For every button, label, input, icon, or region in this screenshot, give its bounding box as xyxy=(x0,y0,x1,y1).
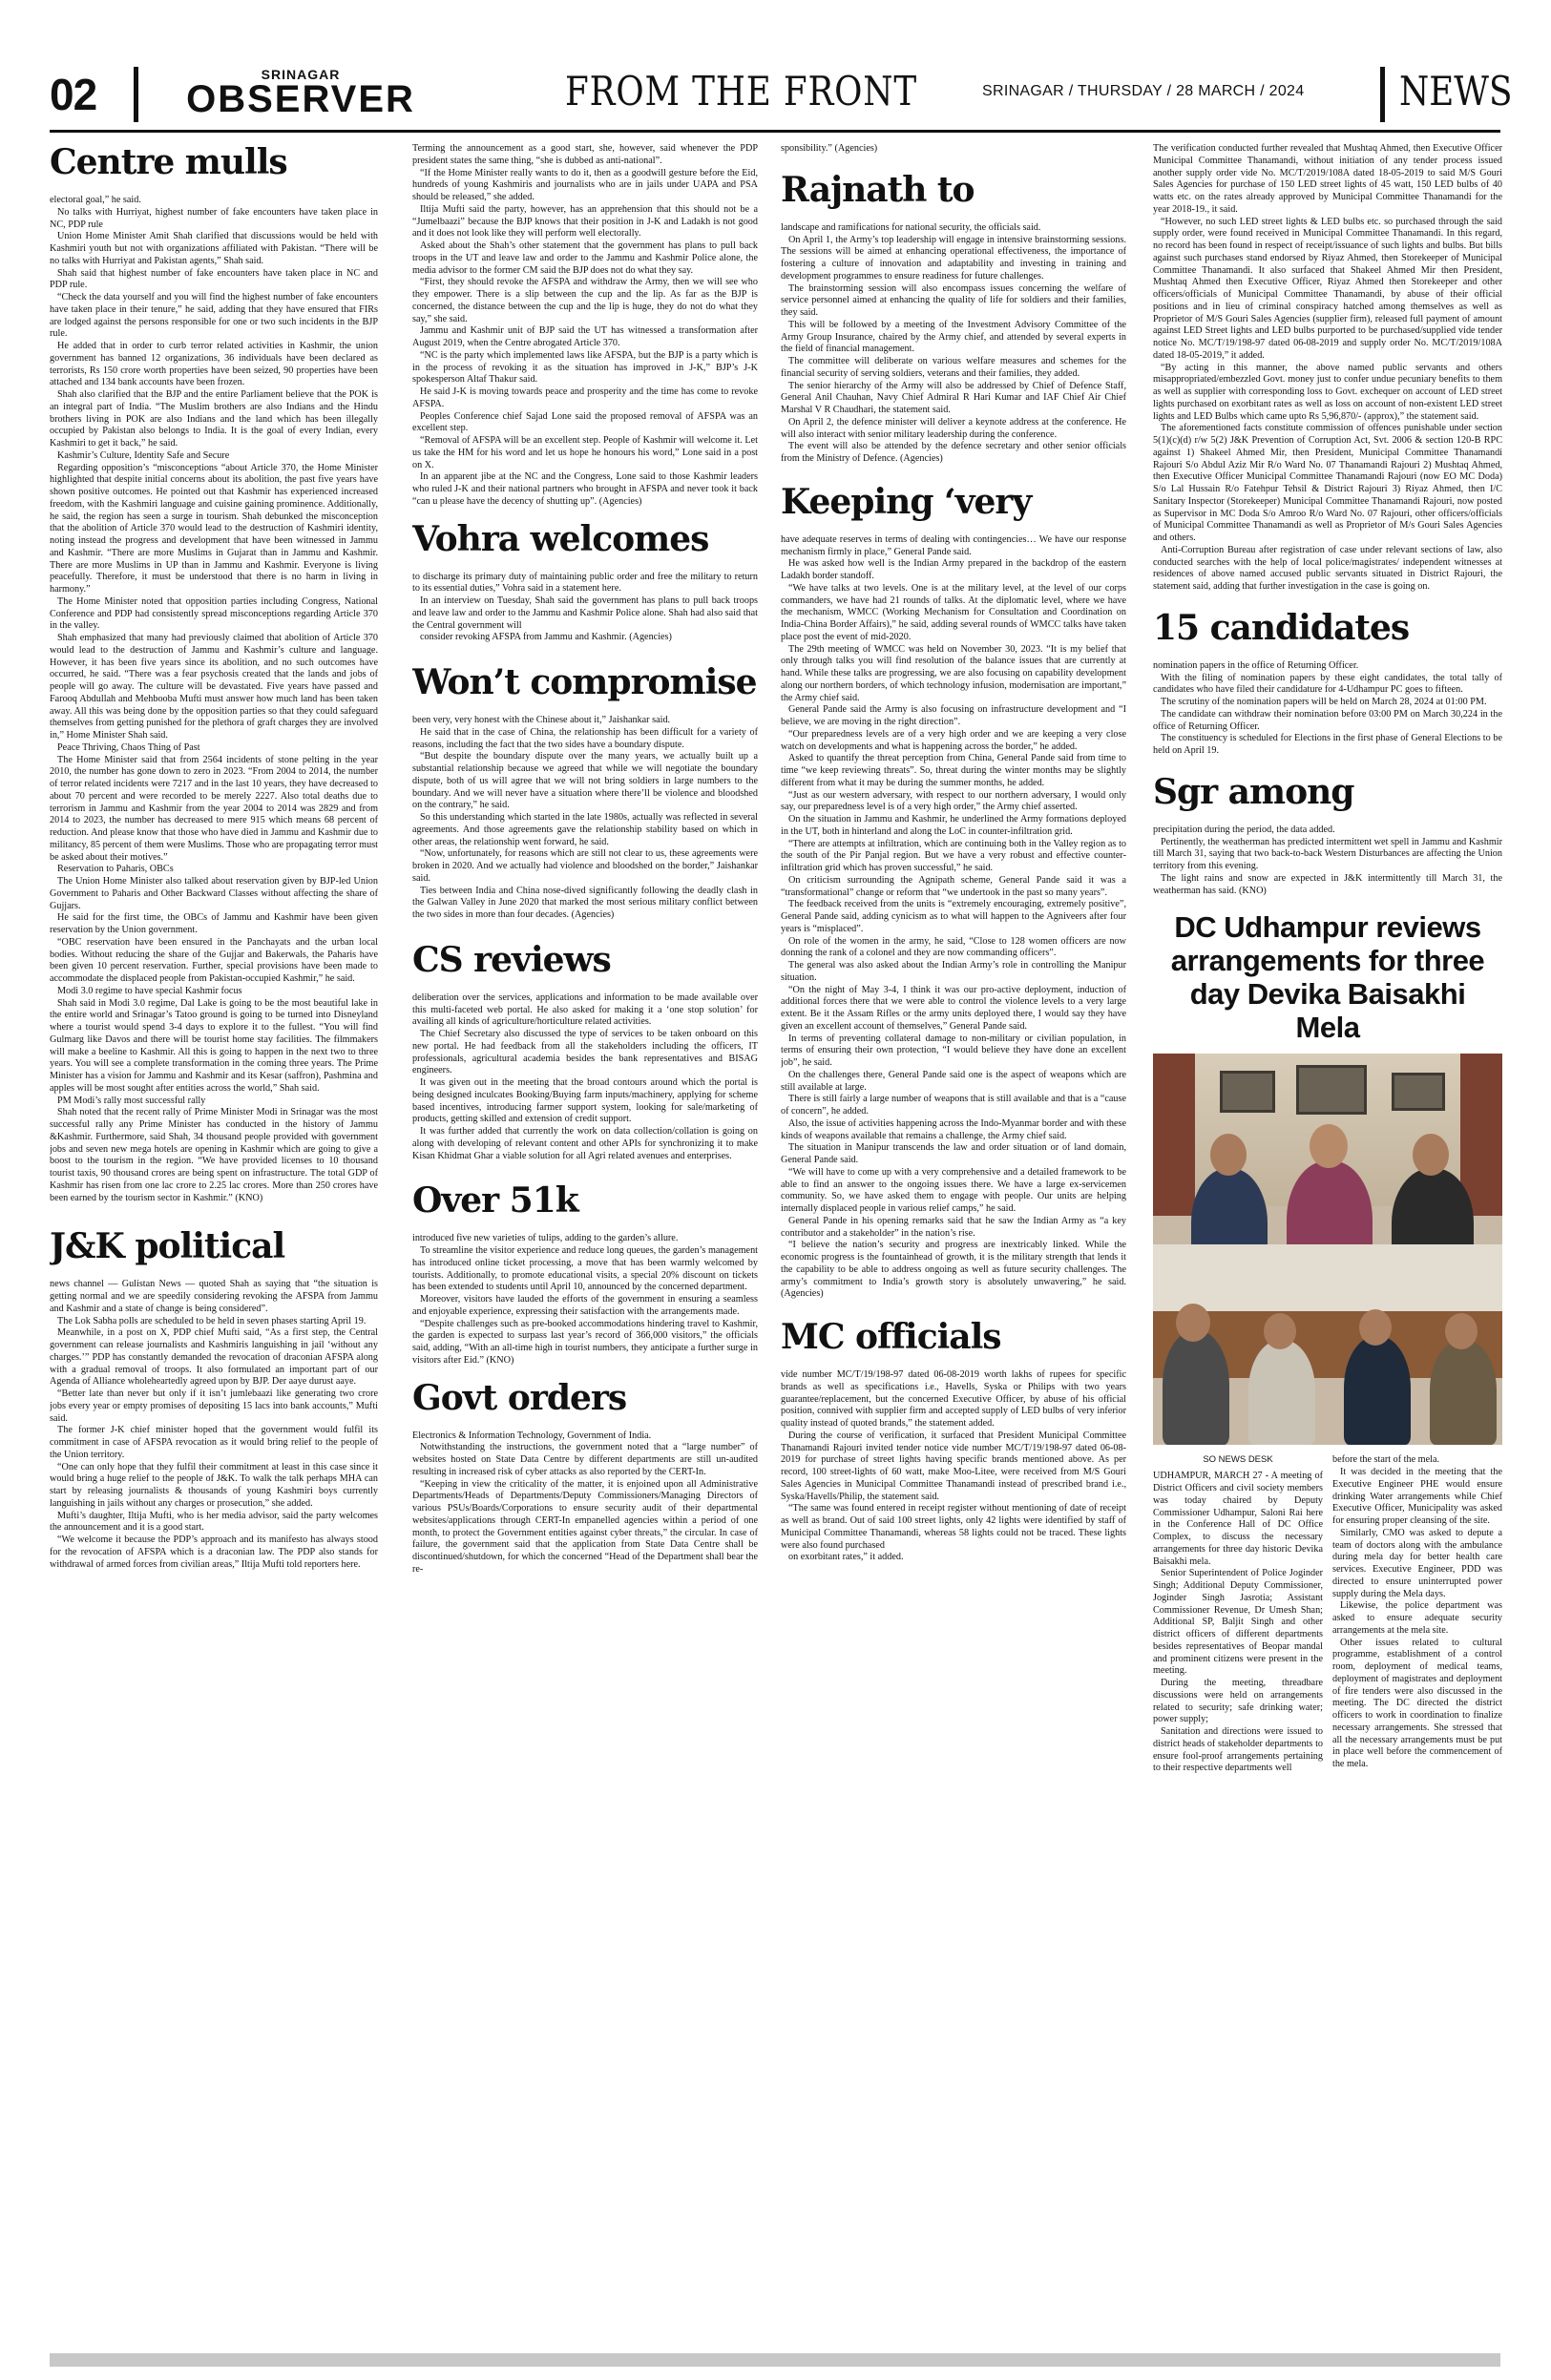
paragraph: General Pande said the Army is also focusing on infrastructure development and “I believe, we are moving in the right direction”. xyxy=(781,704,1126,727)
paragraph: Iltija Mufti said the party, however, has an apprehension that this should not be a “Jumelbaazi” because the BJP knows that their position in J-K and Ladakh is not good and it does not look like they will perform well electorally. xyxy=(412,203,758,240)
paragraph: Anti-Corruption Bureau after registration of case under relevant sections of law, also conducted searches with the help of local police/magistrates/ independent witnesses at residences of above named accused public servants situated in District Rajouri, the statement said, adding that further investigation in the case is going on. xyxy=(1153,544,1502,592)
article-centre-mulls-cont xyxy=(412,143,758,509)
masthead-rule xyxy=(50,130,1500,133)
paragraph: Moreover, visitors have lauded the efforts of the government in ensuring a seamless and enjoyable experience, expressing their satisfaction with the arrangements made. xyxy=(412,1294,758,1317)
paragraph: The verification conducted further revealed that Mushtaq Ahmed, then Executive Officer Municipal Committee Thanamandi, without initiation of any tender process issued another supply order vide No. MC/T/2019/108A dated 18-05-2019 to said M/S Gouri Sales Agencies for purchase of 150 LED street lights of 45 watt, 150 LED bulbs of 40 watts etc. on the rates already approved by Municipal Committee Thanamandi for the year 2018-19., it said. xyxy=(1153,143,1502,215)
paragraph: He said that in the case of China, the relationship has been difficult for a variety of reasons, including the fact that the two sides have a boundary dispute. xyxy=(412,726,758,750)
article-15-candidates xyxy=(1153,660,1502,758)
paragraph: Modi 3.0 regime to have special Kashmir focus xyxy=(57,985,242,996)
paragraph: “Check the data yourself and you will find the highest number of fake encounters have taken place in their tenure,” he said, adding that they have ensured that FIRs are lodged against the persons responsible for one or two such incidents in the BJP rule. xyxy=(50,292,378,340)
article-rajnath-to xyxy=(781,222,1126,466)
paragraph: The Lok Sabha polls are scheduled to be held in seven phases starting April 19. xyxy=(57,1315,367,1326)
paragraph: “However, no such LED street lights & LED bulbs etc. so purchased through the said supply order, were found received in Municipal Committee Thanamandi. In this regard, no record has been found in respect of receipt/issuance of such lights and bulbs. But bills against such purchases stand endorsed by Riyaz Ahmed, then Storekeeper of Municipal Committee Thanamandi. It also surfaced that Shakeel Ahmed Mir then President, Mushtaq Ahmed then Executive Officer, Riyaz Ahmed then Storekeeper and other officers/officials of Municipal Committee Thanamandi, by abuse of their official positions and in lieu of criminal conspiracy hatched among themselves as well as Proprietor of M/S Gouri Sales Agencies (supplier firm), released full payment of amount against LED Street lights and LED bulbs purported to be purchased/supplied vide tender notice No. MC/T/19/198-97 dated 06-08-2019 and supply order No. MC/T/2019/108A dated 18-05-2019,” it added. xyxy=(1153,216,1502,361)
paragraph: Terming the announcement as a good start, she, however, said whenever the PDP president states the same thing, “she is dubbed as anti-national”. xyxy=(412,143,758,166)
article-mc-officials xyxy=(781,1369,1126,1564)
headline-vohra-welcomes: Vohra welcomes xyxy=(412,518,709,559)
feature-devika-mela xyxy=(1153,910,1502,1775)
headline-govt-orders: Govt orders xyxy=(412,1377,627,1418)
paragraph: Asked about the Shah’s other statement that the government has plans to pull back troops in the UT and leave law and order to the Jammu and Kashmir Police alone, the media advisor to the former CM said the BJP does not do what they say. xyxy=(412,240,758,276)
meeting-photo xyxy=(1153,1054,1502,1445)
paragraph: The brainstorming session will also encompass issues concerning the welfare of service personnel aimed at enhancing the quality of life for soldiers and their families, they said. xyxy=(781,282,1126,318)
paragraph: It was further added that currently the work on data collection/collation is going on along with developing of relevant content and other APIs for synchronizing it to make Kisan Khidmat Ghar a viable solution for all Agri related avenues and enterprises. xyxy=(412,1126,758,1161)
paragraph: have adequate reserves in terms of dealing with contingencies… We have our response mechanism firmly in place,” General Pande said. xyxy=(781,533,1126,557)
paragraph: On April 2, the defence minister will deliver a keynote address at the conference. He will also interact with senior military leadership during the conference. xyxy=(781,416,1126,440)
paragraph: So this understanding which started in the late 1980s, actually was reflected in several agreements. And those agreements gave the relationship stability based on which in other areas, the relationship went forward, he said. xyxy=(412,812,758,847)
column-3 xyxy=(781,143,1126,2346)
paragraph: been very, very honest with the Chinese about it,” Jaishankar said. xyxy=(412,715,671,725)
paragraph: “OBC reservation have been ensured in the Panchayats and the urban local bodies. Without reducing the share of the Gujjar and Bakerwals, the Paharis have been given 10 percent reservation. Further, special provisions have been made to accommodate the displaced people from Pakistan-occupied Kashmir,” he said. xyxy=(50,936,378,984)
paragraph: “Now, unfortunately, for reasons which are still not clear to us, these agreements were broken in 2020. And we actually had violence and bloodshed on the border,” Jaishankar said. xyxy=(412,848,758,884)
paragraph: “Just as our western adversary, with respect to our northern adversary, I would only say, our preparedness level is of a very high order,” the Army chief asserted. xyxy=(781,789,1126,813)
article-sgr-among xyxy=(1153,825,1502,898)
paragraph: Other issues related to cultural programme, establishment of a control room, deployment of medical teams, deployment of magistrates and deployment of fire tenders were also discussed in the meeting. The DC directed the district officers to work in coordination to finalize necessary arrangements. She stressed that all the necessary arrangements must be put in place well before the commencement of the mela. xyxy=(1332,1637,1502,1769)
paragraph: He added that in order to curb terror related activities in Kashmir, the union government has banned 12 organizations, 36 individuals have been declared as terrorists, Rs 150 crore worth properties have been seized, 90 properties have been attached and 134 bank accounts have been frozen. xyxy=(50,341,378,388)
paragraph: Meanwhile, in a post on X, PDP chief Mufti said, “As a first step, the Central government can release journalists and Kashmiris languishing in jail ‘without any charges.’” PDP has constantly demanded the revocation of draconian AFSPA along with a gradual removal of troops. It also formulated an important part of our Agenda of Alliance wholeheartedly agreed upon by BJP. Der aaye durust aaye. xyxy=(50,1327,378,1388)
paragraph: The constituency is scheduled for Elections in the first phase of General Elections to be held on April 19. xyxy=(1153,733,1502,756)
masthead xyxy=(50,67,1513,126)
paragraph: to discharge its primary duty of maintaining public order and free the military to return to its essential duties,” Vohra said in a statement here. xyxy=(412,571,758,595)
headline-15-candidates: 15 candidates xyxy=(1153,607,1410,648)
paragraph: nomination papers in the office of Returning Officer. xyxy=(1153,659,1359,671)
headline-wont-compromise: Won’t compromise xyxy=(412,662,757,702)
paragraph: During the meeting, threadbare discussions were held on arrangements related to security; safe drinking water; power supply; xyxy=(1153,1678,1323,1725)
paragraph: before the start of the mela. xyxy=(1332,1454,1440,1466)
paragraph: He said for the first time, the OBCs of Jammu and Kashmir have been given reservation by the Union government. xyxy=(50,912,378,935)
paragraph: Shah also clarified that the BJP and the entire Parliament believe that the POK is an integral part of India. “The Muslim brothers are also Indians and the Hindu brothers living in POK are also Indians and the land which has been illegally occupied by Pakistan also belongs to India. It is the goal of every Indian, every Kashmiri to get it back,” he said. xyxy=(50,389,378,449)
paragraph: Electronics & Information Technology, Government of India. xyxy=(412,1430,652,1441)
feature-headline: DC Udhampur reviews arrangements for three day Devika Baisakhi Mela xyxy=(1170,910,1485,1045)
paragraph: On April 1, the Army’s top leadership will engage in intensive brainstorming sessions. The sessions will be aimed at enhancing operational effectiveness, the importance of fostering a culture of innovation and adaptability and investing in training and development programmes to ensure readiness for future challenges. xyxy=(781,234,1126,282)
paragraph: Shah said in Modi 3.0 regime, Dal Lake is going to be the most beautiful lake in the entire world and Srinagar’s Tatoo ground is going to be turned into Disneyland where a tourist would spend 3-4 days to explore it to the fullest. “You will find Gulmarg like Davos and there will be tourist home stay facilities. The filmmakers will make a beeline to Kashmir. All this is going to happen in the next two to three years. You will see a complete transformation in the coming three years. The Prime Minister has a vision for Jammu and Kashmir and its Kesar (saffron), Pashmina and apples will be most sought after entities across the world,” Shah said. xyxy=(50,997,378,1094)
paragraph: No talks with Hurriyat, highest number of fake encounters have taken place in NC, PDP rule xyxy=(50,206,378,230)
paragraph: On role of the women in the army, he said, “Close to 128 women officers are now donning the rank of a colonel and they are now commanding officers”. xyxy=(781,935,1126,959)
paragraph: “But despite the boundary dispute over the many years, we actually built up a substantial relationship because we agreed that while we will negotiate the boundary dispute, both of us will agree that we will not bring soldiers in large numbers to the boundary. And we will never have a situation where there’ll be violence and bloodshed on the contrary,” he said. xyxy=(412,751,758,811)
column-4 xyxy=(1153,143,1502,2346)
paragraph: “I believe the nation’s security and progress are inextricably linked. While the economic progress is the fountainhead of growth, it is the military strength that lends it the capability to be able to address ongoing as well as future security challenges. The army’s commitment to India’s growth story is absolutely unwavering,” he said. (Agencies) xyxy=(781,1240,1126,1300)
headline-mc-officials: MC officials xyxy=(781,1317,1001,1357)
paragraph: Kashmir’s Culture, Identity Safe and Secure xyxy=(57,449,230,461)
paragraph: “Better late than never but only if it isn’t jumlebaazi like generating two crore jobs every year or empty promises of depositing 15 lacs into bank accounts,” Mufti said. xyxy=(50,1388,378,1424)
brand-logo: OBSERVER xyxy=(186,78,415,120)
column-1 xyxy=(50,141,378,2346)
paragraph: On the challenges there, General Pande said one is the aspect of weapons which are still available at large. xyxy=(781,1069,1126,1093)
paragraph: “We have talks at two levels. One is at the military level, at the level of our corps commanders, we have had 21 rounds of talks. At the diplomatic level, where we have the mechanism, WMCC (Working Mechanism for Consultation and Coordination on India-China Border Affairs),” he said, adding several rounds of WMCC talks have taken place post the event of mid-2020. xyxy=(781,582,1126,642)
paragraph: The committee will deliberate on various welfare measures and schemes for the financial security of serving soldiers, veterans and their families, they added. xyxy=(781,356,1126,379)
section-title: FROM THE FRONT xyxy=(565,68,918,115)
paragraph: “One can only hope that they fulfil their commitment at least in this case since it would bring a huge relief to the people of J&K. To walk the talk perhaps MHA can start by releasing journalists & thousands of young Kashmiri boys currently languishing in jails without any charges or prosecution,” she added. xyxy=(50,1461,378,1509)
headline-cs-reviews: CS reviews xyxy=(412,939,611,980)
paragraph: With the filing of nomination papers by these eight candidates, the total tally of candidates who have filed their candidature for 4-Udhampur PC goes to fifteen. xyxy=(1153,672,1502,696)
paragraph: Ties between India and China nose-dived significantly following the deadly clash in the Galwan Valley in June 2020 that marked the most serious military conflict between the two sides in more than four decades. (Agencies) xyxy=(412,885,758,920)
paragraph: On criticism surrounding the Agnipath scheme, General Pande said it was a “transformational” change or reform that “we undertook in the past so many years”. xyxy=(781,874,1126,898)
paragraph: Shah emphasized that many had previously claimed that abolition of Article 370 would lead to the destruction of Jammu and Kashmir’s culture and language. However, it has been five years since its abolition, and no such outcomes have occurred, he said. “There was a fear psychosis created that the lands and jobs of people will go away. The culture will be devastated. Five years have passed and Farooq Abdullah and Mehbooba Mufti must answer how much land has been taken away. All this was being done by the opposition parties so that they could safeguard themselves from getting punished for the plethora of graft charges they are involved in,” Home Minister Shah said. xyxy=(50,633,378,741)
paragraph: During the course of verification, it surfaced that President Municipal Committee Thanamandi Rajouri invited tender notice vide number MC/T/19/198-97 dated 06-08-2019 for purchase of street lights having specific brands mentioned above. As per record, 100 street-lights of 60 watt, make Moo-Litee, were received from M/S Gouri Sales Agencies in Municipal Committee Thanamandi instead of prescribed brand i.e., Syska/Havells/Philip, the statement said. xyxy=(781,1430,1126,1502)
headline-centre-mulls: Centre mulls xyxy=(50,142,287,182)
headline-jk-political: J&K political xyxy=(50,1226,285,1267)
paragraph: The senior hierarchy of the Army will also be addressed by Chief of Defence Staff, General Anil Chauhan, Navy Chief Admiral R Hari Kumar and IAF Chief Air Chief Marshal V R Chaudhari, the statement said. xyxy=(781,380,1126,415)
paragraph: Shah said that highest number of fake encounters have taken place in NC and PDP rule. xyxy=(50,267,378,291)
paragraph: “NC is the party which implemented laws like AFSPA, but the BJP is a party which is in the process of revoking it as the situation has improved in J-K,” BJP’s J-K spokesperson Altaf Thakur said. xyxy=(412,349,758,386)
paragraph: on exorbitant rates,” it added. xyxy=(788,1552,904,1563)
paragraph: Shah noted that the recent rally of Prime Minister Modi in Srinagar was the most successful rally any Prime Minister has conducted in the history of Jammu &Kashmir. Furthermore, said Shah, 34 thousand people provided with government jobs and seven new mega hotels are opening in Kashmir which are going to give a boost to the tourism in the region. “We have provided licenses to 10 thousand tourist taxis, 90 thousand crores are being spent on infrastructure. The total GDP of Kashmir has risen from one lac crore to 2.25 lac crores. More than 250 crores have been earned by the tourism sector in Kashmir.” (KNO) xyxy=(50,1107,378,1203)
paragraph: Jammu and Kashmir unit of BJP said the UT has witnessed a transformation after August 2019, when the Centre abrogated Article 370. xyxy=(412,325,758,348)
paragraph: vide number MC/T/19/198-97 dated 06-08-2019 worth lakhs of rupees for specific brands as well as specifications i.e., Havells, Syska or Philips with two years guarantee/replacement, but the concerned Executive Officer, by abuse of his official position, connived with supplier firm and accepted supply of LED bulbs of very inferior quality instead of quoted brands,” the statement added. xyxy=(781,1369,1126,1429)
paragraph: To streamline the visitor experience and reduce long queues, the garden’s management has introduced online ticket processing, a move that has been warmly welcomed by tourists. Additionally, to promote educational visits, a special 20% discount on tickets has been extended to students until April 10, announced by the concerned department. xyxy=(412,1245,758,1293)
paragraph: UDHAMPUR, MARCH 27 - A meeting of District Officers and civil society members was today chaired by Deputy Commissioner Udhampur, Saloni Rai here in the Conference Hall of DC Office Complex, to discuss the necessary arrangements for three day historic Devika Baisakhi mela. xyxy=(1153,1471,1323,1567)
paragraph: This will be followed by a meeting of the Investment Advisory Committee of the Army Group Insurance, chaired by the Army chief, and attended by several experts in the field of financial management. xyxy=(781,319,1126,355)
paragraph: “If the Home Minister really wants to do it, then as a goodwill gesture before the Eid, hundreds of young Kashmiris and journalists who are in jails under UAPA and PSA should be released,” she added. xyxy=(412,167,758,202)
paragraph: It was given out in the meeting that the broad contours around which the portal is being designed inculcates Booking/Buying farm inputs/machinery, applying for scheme based incentives, introducing farmer support system, looking for sale/marketing of products, getting skilled and extension of credit support. xyxy=(412,1077,758,1125)
paragraph: Asked to quantify the threat perception from China, General Pande said from time to time “we keep reviewing threats”. So, threat during the winter months may be slightly different from what it may be during the summer months, he added. xyxy=(781,753,1126,788)
section-label: NEWS xyxy=(1399,68,1513,115)
paragraph: Pertinently, the weatherman has predicted intermittent wet spell in Jammu and Kashmir till March 31, saying that two back-to-back Western Disturbances are affecting the Union territory from this evening. xyxy=(1153,836,1502,871)
dateline: SRINAGAR / THURSDAY / 28 MARCH / 2024 xyxy=(982,83,1305,99)
paragraph: “We will have to come up with a very comprehensive and a detailed framework to be able to find an answer to the ongoing issues there. We have a large ex-servicemen community. So, we have asked them to engage with people. Our units are helping internally displaced people in various relief camps,” he said. xyxy=(781,1166,1126,1214)
paragraph: “On the night of May 3-4, I think it was our pro-active deployment, induction of additional forces there that we were able to control the violence levels to a very large extent. Be it the Assam Rifles or the army units deployed there, I would say they have given an excellent account of themselves,” General Pande said. xyxy=(781,984,1126,1032)
article-jk-political xyxy=(50,1279,378,1571)
paragraph: “Despite challenges such as pre-booked accommodations hindering travel to Kashmir, the garden is expected to surpass last year’s record of 366,000 visitors,” the officials said, adding, “With an all-time high in tourist numbers, they anticipate a further surge in visitors after Eid.” (KNO) xyxy=(412,1318,758,1366)
paragraph: PM Modi’s rally most successful rally xyxy=(57,1095,206,1106)
paragraph: The situation in Manipur transcends the law and order situation or of land domain, General Pande said. xyxy=(781,1142,1126,1165)
article-mc-officials-cont xyxy=(1153,143,1502,594)
paragraph: On the situation in Jammu and Kashmir, he underlined the Army formations deployed in the UT, both in hinterland and along the LoC in counter-infiltration grid. xyxy=(781,814,1126,837)
paragraph: The 29th meeting of WMCC was held on November 30, 2023. “It is my belief that only through talks you will find resolution of the balance issues that are currently at hand. While these talks are progressing, we are also focusing on capability development along our northern borders, of which technology infusion, modernisation are important,” the Army chief said. xyxy=(781,643,1126,703)
paragraph: General Pande in his opening remarks said that he saw the Indian Army as “a key contributor and a stakeholder” in the nation’s rise. xyxy=(781,1215,1126,1239)
paragraph: precipitation during the period, the data added. xyxy=(1153,824,1335,835)
paragraph: Reservation to Paharis, OBCs xyxy=(57,864,174,875)
paragraph: “The same was found entered in receipt register without mentioning of date of receipt as well as brand. Out of said 100 street lights, only 42 lights were identified by staff of Municipal Committee Thanamandi, whereas 58 lights could not be traced. These lights were also found purchased xyxy=(781,1503,1126,1551)
article-govt-orders-cont xyxy=(781,143,1126,156)
paragraph: Notwithstanding the instructions, the government noted that a “large number” of websites hosted on State Data Centre by different departments are still un-audited resulting in increased risk of cyber attacks as also reported by the CERT-In. xyxy=(412,1442,758,1477)
paragraph: “First, they should revoke the AFSPA and withdraw the Army, then we will see who they empower. There is a slip between the cup and the lip. As far as the BJP is concerned, the distance between the cup and the lip is huge, they do not do what they say,” she said. xyxy=(412,277,758,324)
paragraph: Mufti’s daughter, Iltija Mufti, who is her media advisor, said the party welcomes the announcement and it is a good start. xyxy=(50,1510,378,1534)
paragraph: news channel — Gulistan News — quoted Shah as saying that “the situation is getting normal and we are speedily considering revoking the AFSPA from Jammu and Kashmir and a state of change is being considered”. xyxy=(50,1279,378,1314)
article-cs-reviews xyxy=(412,992,758,1163)
paragraph: It was decided in the meeting that the Executive Engineer PHE would ensure drinking Water arrangements while Chief Executive Officer, Municipality was asked for ensuring proper cleansing of the site. xyxy=(1332,1467,1502,1526)
headline-keeping-very: Keeping ‘very xyxy=(781,481,1032,522)
paragraph: Regarding opposition’s “misconceptions “about Article 370, the Home Minister highlighted that despite initial concerns about its abolition, the past five years have shown positive outcomes. He pointed out that Kashmir has experienced increased freedom, with the Kashmiri language and cuisine gaining prominence. Additionally, he said, the region has seen a surge in tourism. Shah debunked the misconception that the abolition of Article 370 would lead to the destruction of Kashmiri identity, noting instead the progress and development that have been witnessed in Jammu and Kashmir. “There are more Muslims in Gujarat than in Jammu and Kashmir. There are more Muslims in UP than in Jammu and Kashmir. Everyone is living peacefully. Therefore, it must be understood that there is no harm in living in harmony.” xyxy=(50,462,378,595)
headline-rajnath-to: Rajnath to xyxy=(781,169,975,210)
paragraph: “Our preparedness levels are of a very high order and we are keeping a very close watch on developments and what is happening across the border,” he added. xyxy=(781,728,1126,752)
paragraph: electoral goal,” he said. xyxy=(50,195,141,205)
paragraph: landscape and ramifications for national security, the officials said. xyxy=(781,221,1041,233)
masthead-divider-right xyxy=(1380,67,1385,122)
paragraph: In an interview on Tuesday, Shah said the government has plans to pull back troops and leave law and order to the Jammu and Kashmir Police alone. Shah had also said that the Central government will xyxy=(412,595,758,631)
feature-text-left xyxy=(1153,1471,1323,1775)
paragraph: Peoples Conference chief Sajad Lone said the proposed removal of AFSPA was an excellent step. xyxy=(412,410,758,434)
paragraph: The aforementioned facts constitute commission of offences punishable under section 5(1)(c)(d) r/w 5(2) J&K Prevention of Corruption Act, Svt. 2006 & section 120-B RPC against 1) Shakeel Ahmed Mir, then President, Municipal Committee Thanamandi Rajouri S/o Abdul Aziz Mir R/o Ward No. 07 Thanamandi Rajouri 2) Mushtaq Ahmed, then Executive Officer Municipal Committee Thanamandi Rajouri (now EO MC Doda) S/o Lal Hussain R/o Fatehpur Tehsil & District Rajouri 3) Riyaz Ahmed, then I/C Sanitary Inspector (Storekeeper) Municipal Committee Thanamandi Rajouri, now posted as Supervisor in MC Doda S/o Amroo R/o Ward No. 07 Rajouri, other officers/officials of Municipal Committee Thanamandi as well as Proprietor of M/s Gouri Sales Agencies and others. xyxy=(1153,423,1502,543)
paragraph: The scrutiny of the nomination papers will be held on March 28, 2024 at 01:00 PM. xyxy=(1161,697,1487,707)
paragraph: He was asked how well is the Indian Army prepared in the backdrop of the eastern Ladakh border standoff. xyxy=(781,558,1126,581)
paragraph: Senior Superintendent of Police Joginder Singh; Additional Deputy Commissioner, Joginder Singh Jasrotia; Assistant Commissioner Revenue, Dr Umesh Shan; Additional SP, Baljit Singh and other district officers of different departments besides representatives of Beopar mandal and prominent citizens were present in the meeting. xyxy=(1153,1568,1323,1677)
footer-bar xyxy=(50,2353,1500,2367)
paragraph: sponsibility.” (Agencies) xyxy=(781,143,878,154)
page-number: 02 xyxy=(50,70,97,119)
paragraph: There is still fairly a large number of weapons that is still available and that is a “cause of concern”, he added. xyxy=(781,1094,1126,1117)
column-2 xyxy=(412,143,758,2346)
article-centre-mulls xyxy=(50,195,378,1204)
paragraph: The Home Minister noted that opposition parties including Congress, National Conference and PDP had consistently spread misconceptions regarding Article 370 in the valley. xyxy=(50,595,378,632)
paragraph: “Keeping in view the criticality of the matter, it is enjoined upon all Administrative Departments/Heads of Departments/Deputy Commissioners/Managing Directors of various PSUs/Boards/Corporations to ensure security audit of their departmental websites/applications through CERT-In empanelled agencies within a period of one month, to protect the Government entities against cyber threats,” the circular. In case of failure, the government said that the application from State Data Centre shall be discontinued/shutdown, for which the concerned “Head of the Department shall bear the re- xyxy=(412,1478,758,1575)
headline-sgr-among: Sgr among xyxy=(1153,771,1354,812)
article-over-51k xyxy=(412,1233,758,1367)
paragraph: Similarly, CMO was asked to depute a team of doctors along with the ambulance during mela day for better health care services. Executive Engineer, PDD was directed to ensure uninterrupted power supply during the Mela days. xyxy=(1332,1527,1502,1599)
paragraph: introduced five new varieties of tulips, adding to the garden’s allure. xyxy=(412,1233,679,1244)
masthead-divider-left xyxy=(134,67,138,122)
paragraph: The former J-K chief minister hoped that the government would fulfil its commitment in case of AFSPA revocation as it would bring relief to the people of the Union territory. xyxy=(50,1425,378,1460)
paragraph: Union Home Minister Amit Shah clarified that discussions would be held with Kashmiri youth but not with organizations affiliated with Pakistan. “There will be no talks with Hurriyat and Pakistan agents,” Shah said. xyxy=(50,231,378,266)
paragraph: “Removal of AFSPA will be an excellent step. People of Kashmir will welcome it. Let us take the HM for his word and let us hope he honours his word,” Lone said in a post on X. xyxy=(412,435,758,470)
paragraph: consider revoking AFSPA from Jammu and Kashmir. (Agencies) xyxy=(420,632,672,643)
article-keeping-very xyxy=(781,534,1126,1301)
paragraph: “By acting in this manner, the above named public servants and others misappropriated/embezzled Govt. money just to confer undue pecuniary benefits to them as well as supplier with corresponding loss to Govt. exchequer on account of LED street lights purchased on exorbitant rates as well as loss on account of non-existent LED street lights and LED Bulbs which came upto Rs 5,96,870/- (approx),” the statement said. xyxy=(1153,362,1502,422)
paragraph: Likewise, the police department was asked to ensure adequate security arrangements at the mela site. xyxy=(1332,1600,1502,1636)
paragraph: Also, the issue of activities happening across the Indo-Myanmar border and with these kinds of weapons available that remains a challenge, the Army chief said. xyxy=(781,1117,1126,1141)
paragraph: “There are attempts at infiltration, which are continuing both in the Valley region as to the south of the Pir Panjal region. But we have a very robust and effective counter-infiltration grid which has proven successful,” he said. xyxy=(781,838,1126,873)
paragraph: The Home Minister said that from 2564 incidents of stone pelting in the year 2010, the number has gone down to zero in 2023. “From 2004 to 2014, the number of terror related incidents were 7217 and in the last 10 years, they have decreased to about 70 percent and were recorded to be merely 2227. Also total deaths due to terrorism in Jammu and Kashmir from the year 2004 to 2014 was 2829 and from 2014 to 2023, the number has decreased to mere 915 which means 68 percent of reduction. And please know that those who have died in Jammu and Kashmir due to militancy, 85 percent of them were Muslims. Those who are propagating terror must be asked about their motives.” xyxy=(50,754,378,863)
paragraph: The feedback received from the units is “extremely encouraging, extremely positive”, General Pande said, adding cynicism as to what will happen to the Agniveers after four years is “misplaced”. xyxy=(781,899,1126,934)
headline-over-51k: Over 51k xyxy=(412,1180,578,1221)
paragraph: He said J-K is moving towards peace and prosperity and the time has come to revoke AFSPA. xyxy=(412,386,758,409)
paragraph: The general was also asked about the Indian Army’s role in controlling the Manipur situation. xyxy=(781,960,1126,983)
paragraph: The event will also be attended by the defence secretary and other senior officials from the Ministry of Defence. (Agencies) xyxy=(781,441,1126,464)
paragraph: Peace Thriving, Chaos Thing of Past xyxy=(57,741,200,753)
paragraph: The Union Home Minister also talked about reservation given by BJP-led Union Government to Paharis and Other Backward Classes without affecting the share of Gujjars. xyxy=(50,876,378,911)
paragraph: The Chief Secretary also discussed the type of services to be taken onboard on this new portal. He had feedback from all the stakeholders including the officers, IT professionals, agricultural academia besides the bank representatives and BISAG engineers. xyxy=(412,1029,758,1076)
brand-city: SRINAGAR xyxy=(261,67,341,82)
paragraph: In an apparent jibe at the NC and the Congress, Lone said to those Kashmir leaders who ruled J-K and their national partners who brought in AFSPA and never took it back “can u please have the decency of shutting up”. (Agencies) xyxy=(412,471,758,507)
paragraph: The light rains and snow are expected in J&K intermittently till March 31, the weatherman has said. (KNO) xyxy=(1153,872,1502,896)
article-wont-compromise xyxy=(412,715,758,922)
news-desk-credit: SO NEWS DESK xyxy=(1203,1454,1273,1466)
feature-text-right xyxy=(1332,1454,1502,1771)
paragraph: “We welcome it because the PDP’s approach and its manifesto has always stood for the revocation of AFSPA which is a draconian law. The PDP also stands for withdrawal of armed forces from civilian areas,” Iltija Mufti told reporters here. xyxy=(50,1534,378,1570)
paragraph: In terms of preventing collateral damage to non-military or civilian population, in terms of ensuring their own protection, “I would believe they have done an excellent job”, he said. xyxy=(781,1033,1126,1068)
paragraph: The candidate can withdraw their nomination before 03:00 PM on March 30,224 in the office of Returning Officer. xyxy=(1153,708,1502,732)
paragraph: deliberation over the services, applications and information to be made available over this multi-faceted web portal. He also asked for making it a ‘one stop solution’ for availing all kinds of agriculture/horticulture related activities. xyxy=(412,992,758,1028)
paragraph: Sanitation and directions were issued to district heads of stakeholder departments to ensure fool-proof arrangements pertaining to their respective departments well xyxy=(1153,1726,1323,1774)
article-vohra-welcomes xyxy=(412,572,758,645)
article-govt-orders xyxy=(412,1430,758,1576)
